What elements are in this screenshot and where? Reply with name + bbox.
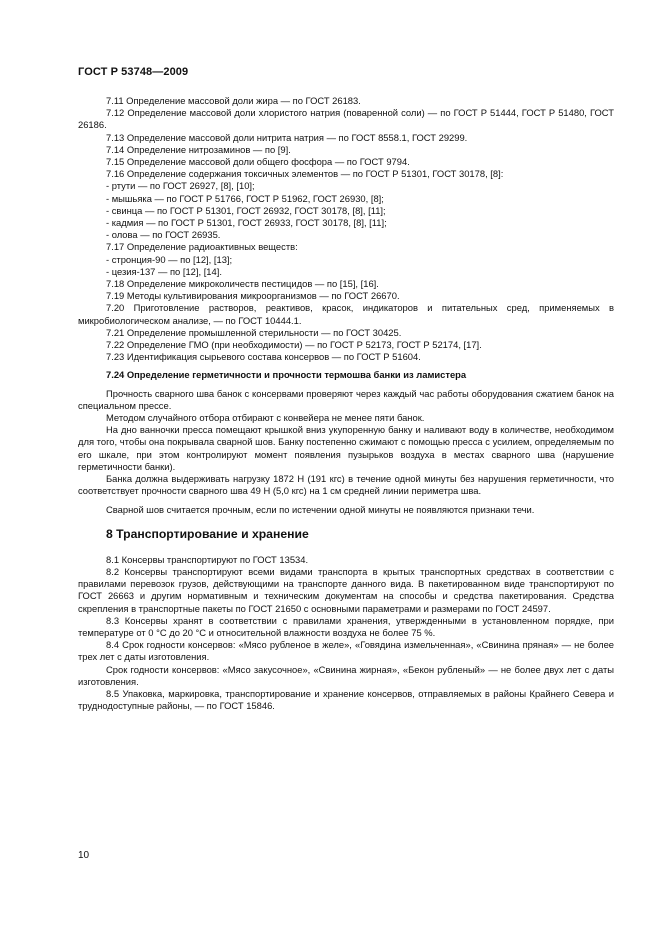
clause-7-15: 7.15 Определение массовой доли общего фосфора — по ГОСТ 9794. <box>106 156 410 168</box>
list-item-tin: - олова — по ГОСТ 26935. <box>106 229 221 241</box>
page-body <box>78 95 614 712</box>
clause-7-22: 7.22 Определение ГМО (при необходимости) — по ГОСТ Р 52173, ГОСТ Р 52174, [17]. <box>106 339 482 351</box>
paragraph: Срок годности консервов: «Мясо закусочное», «Свинина жирная», «Бекон рубленый» — не более двух лет с даты изготовления. <box>78 663 614 687</box>
clause-8-3: 8.3 Консервы хранят в соответствии с правилами хранения, утвержденными в установленном порядке, при температуре от 0 °С до 20 °С и относительной влажности воздуха не более 75 %. <box>78 614 614 638</box>
paragraph: Методом случайного отбора отбирают с конвейера не менее пяти банок. <box>106 412 425 424</box>
paragraph: Банка должна выдерживать нагрузку 1872 Н (191 кгс) в течение одной минуты без нарушения герметичности, что соответствует прочности сварного шва 49 Н (5,0 кгс) на 1 см средней линии периметра шва. <box>78 473 614 497</box>
list-item-strontium: - стронция-90 — по [12], [13]; <box>106 253 233 265</box>
clause-7-23: 7.23 Идентификация сырьевого состава консервов — по ГОСТ Р 51604. <box>106 351 421 363</box>
section-8-title: 8 Транспортирование и хранение <box>106 526 309 541</box>
list-item-cadmium: - кадмия — по ГОСТ Р 51301, ГОСТ 26933, ГОСТ 30178, [8], [11]; <box>106 217 387 229</box>
clause-8-1: 8.1 Консервы транспортируют по ГОСТ 13534. <box>106 553 309 565</box>
clause-7-11: 7.11 Определение массовой доли жира — по ГОСТ 26183. <box>106 95 361 106</box>
section-7-list <box>78 95 614 363</box>
list-item-lead: - свинца — по ГОСТ Р 51301, ГОСТ 26932, ГОСТ 30178, [8], [11]; <box>106 204 386 216</box>
clause-7-17: 7.17 Определение радиоактивных веществ: <box>106 241 298 253</box>
list-item-arsenic: - мышьяка — по ГОСТ Р 51766, ГОСТ Р 51962, ГОСТ 26930, [8]; <box>106 192 384 204</box>
page-number: 10 <box>78 850 90 861</box>
clause-7-21: 7.21 Определение промышленной стерильности — по ГОСТ 30425. <box>106 326 402 338</box>
clause-7-13: 7.13 Определение массовой доли нитрита натрия — по ГОСТ 8558.1, ГОСТ 29299. <box>106 131 468 143</box>
list-item-cesium: - цезия-137 — по [12], [14]. <box>106 265 222 277</box>
list-item-mercury: - ртути — по ГОСТ 26927, [8], [10]; <box>106 180 255 192</box>
document-header: ГОСТ Р 53748—2009 <box>78 66 189 78</box>
paragraph: Сварной шов считается прочным, если по истечении одной минуты не появляются признаки течи. <box>106 503 535 515</box>
clause-7-14: 7.14 Определение нитрозаминов — по [9]. <box>106 143 291 155</box>
paragraph: Прочность сварного шва банок с консервами проверяют через каждый час работы оборудования сжатием банок на специальном прессе. <box>78 387 614 411</box>
clause-7-16: 7.16 Определение содержания токсичных элементов — по ГОСТ Р 51301, ГОСТ 30178, [8]: <box>106 168 504 180</box>
clause-7-19: 7.19 Методы культивирования микроорганизмов — по ГОСТ 26670. <box>106 290 400 302</box>
clause-7-12: 7.12 Определение массовой доли хлористого натрия (поваренной соли) — по ГОСТ Р 51444, ГОСТ Р 51480, ГОСТ 26186. <box>78 107 614 131</box>
clause-8-2: 8.2 Консервы транспортируют всеми видами транспорта в крытых транспортных средствах в соответствии с правилами перевозок грузов, действующими на транспорте данного вида. В пакетированном виде транспортируют по ГОСТ 26663 и другим нормативным и техническим документам на способы и средства пакетирования. Средства скрепления в транспортные пакеты по ГОСТ 21650 с основными параметрами и размерами по ГОСТ 24597. <box>78 565 614 614</box>
clause-7-18: 7.18 Определение микроколичеств пестицидов — по [15], [16]. <box>106 278 379 290</box>
clause-8-5: 8.5 Упаковка, маркировка, транспортирование и хранение консервов, отправляемых в районы Крайнего Севера и труднодоступные районы, — по ГОСТ 15846. <box>78 687 614 712</box>
paragraph: На дно ванночки пресса помещают крышкой вниз укупоренную банку и наливают воду в количестве, необходимом для того, чтобы она покрывала сварной шов. Банку постепенно сжимают с помощью пресса с усилием, определяемым по его шкале, при этом контролируют момент появления пузырьков воздуха в местах сварного шва (нарушение герметичности банки). <box>78 424 614 472</box>
clause-7-24-heading: 7.24 Определение герметичности и прочности термошва банки из ламистера <box>106 369 467 381</box>
clause-8-4: 8.4 Срок годности консервов: «Мясо рубленое в желе», «Говядина измельченная», «Свинина пряная» — не более трех лет с даты изготовления. <box>78 639 614 663</box>
clause-7-20: 7.20 Приготовление растворов, реактивов, красок, индикаторов и питательных сред, применяемых в микробиологическом анализе, — по ГОСТ 10444.1. <box>78 302 614 326</box>
